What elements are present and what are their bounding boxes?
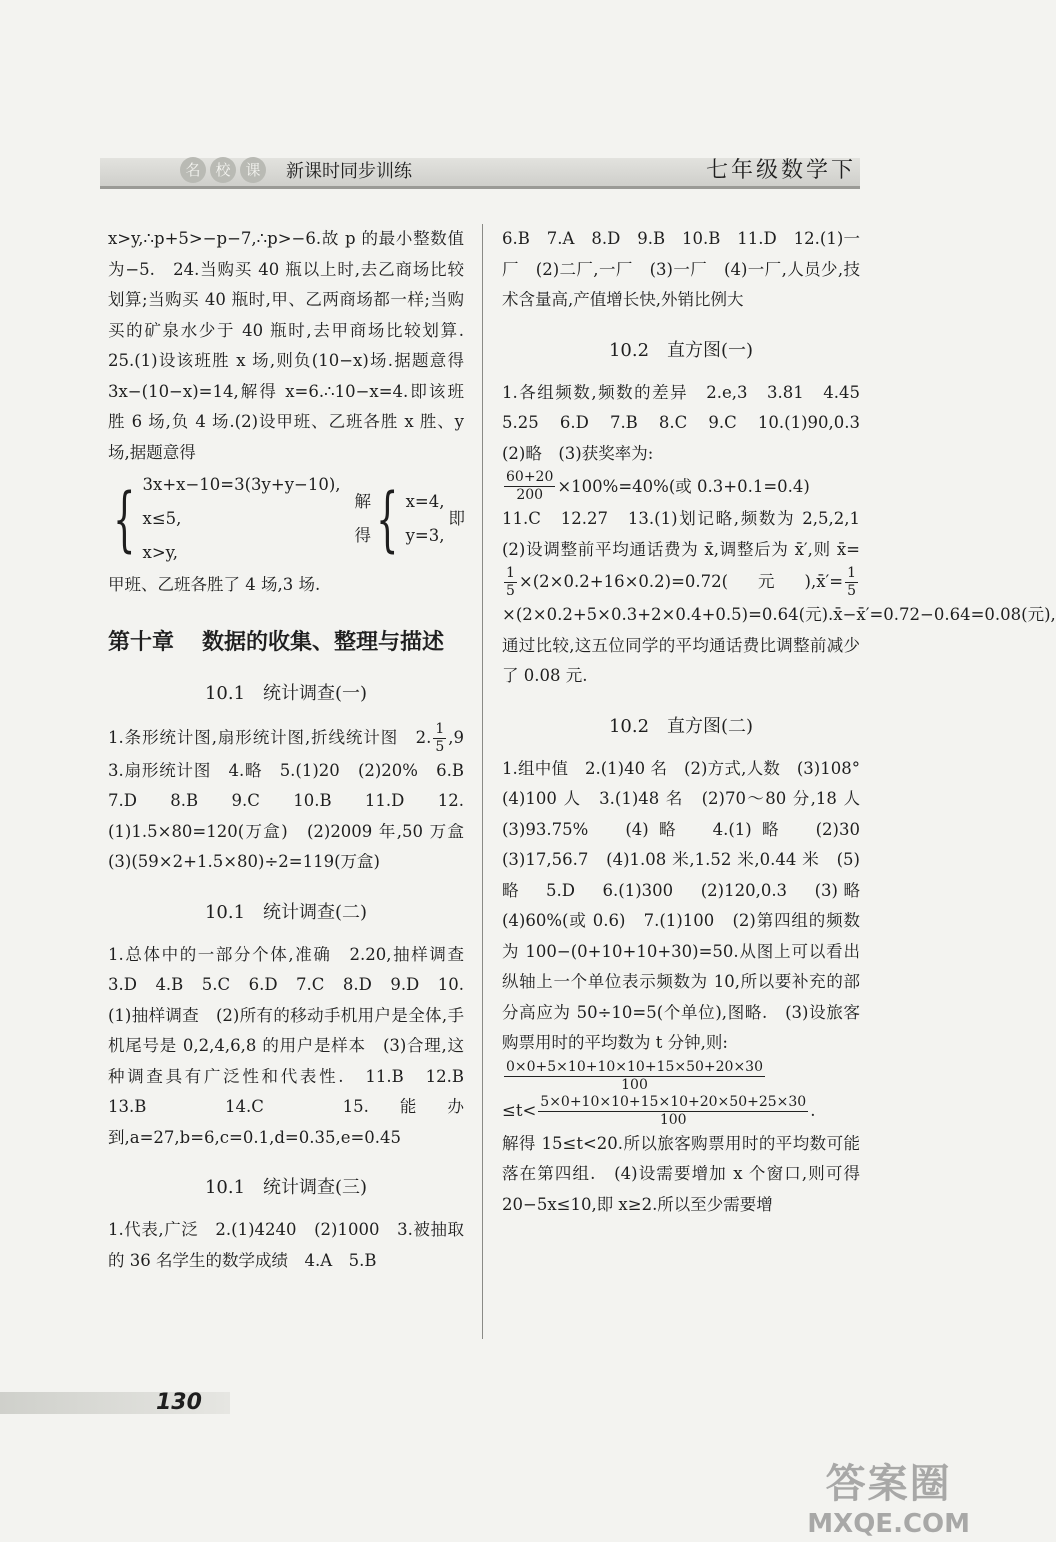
left-column	[108, 224, 481, 1276]
answers-10-2-a: 1.各组频数,频数的差异 2.e,3 3.81 4.45 5.25 6.D 7.B 8.C 9.C 10.(1)90,0.3 (2)略 (3)获奖率为:	[502, 382, 877, 463]
answers-10-2-b-cont: 解得 15≤t<20.所以旅客购票用时的平均数可能落在第四组. (4)设需要增加 x 个窗口,则可得 20−5x≤10,即 x≥2.所以至少需要增	[502, 1133, 860, 1214]
inequality-line-1	[502, 1059, 860, 1094]
system-eq-2: x≤5,	[142, 509, 182, 528]
watermark-cn: 答案圈	[825, 1461, 952, 1507]
equation-system	[108, 468, 464, 570]
fraction-numerator: 60+20	[506, 469, 554, 485]
series-logo	[180, 154, 266, 186]
logo-char-1: 名	[180, 157, 206, 183]
watermark-url: MXQE.COM	[807, 1509, 970, 1539]
section-title-10-1-b: 10.1 统计调查(二)	[204, 901, 368, 923]
award-rate-line	[502, 469, 860, 504]
fraction-denominator: 5	[506, 583, 515, 599]
logo-char-3: 课	[240, 157, 266, 183]
period: .	[810, 1101, 816, 1120]
system-eq-3: x>y,	[142, 543, 179, 562]
watermark	[807, 1452, 970, 1539]
page-number: 130	[156, 1390, 202, 1415]
fraction-denominator: 100	[659, 1111, 687, 1128]
fraction-numerator: 1	[435, 720, 445, 737]
right-column	[502, 224, 1056, 1220]
answers-10-2-b: 1.组中值 2.(1)40 名 (2)方式,人数 (3)108° (4)100 人 3.(1)48 名 (2)70～80 分,18 人 (3)93.75% (4)略 4.(1)略 (2)30 (3)17,56.7 (4)1.08 米,1.52 米,0.44 米 (5)略 5.D 6.(1)300 (2)120,0.3 (3)略 (4)60%(或 0.6) 7.(1)100 (2)第四组的频数为 100−(0+10+10+30)=50.从图上可以看出纵轴上一个单位表示频数为 10,所以要补充的部分高应为 50÷10=5(个单位),图略. (3)设旅客购票用时的平均数为 t 分钟,则:	[502, 758, 877, 1052]
answers-10-2-a-cont	[502, 504, 1056, 692]
fraction	[504, 565, 517, 600]
chapter-title: 数据的收集、整理与描述	[202, 629, 445, 655]
section-title-10-2-b: 10.2 直方图(二)	[608, 715, 754, 737]
result-x: x=4,	[405, 492, 445, 511]
series-title: 新课时同步训练	[286, 161, 412, 182]
section-title-10-2-a: 10.2 直方图(一)	[608, 339, 754, 361]
answers-10-1-b: 1.总体中的一部分个体,准确 2.20,抽样调查 3.D 4.B 5.C 6.D 7.C 8.D 9.D 10.(1)抽样调查 (2)所有的移动手机用户是全体,手机尾号是 0,2,4,6,8 的用户是样本 (3)合理,这种调查具有广泛性和代表性. 11.B 12.B 13.B 14.C 15.能办到,a=27,b=6,c=0.1,d=0.35,e=0.45	[108, 944, 481, 1147]
fraction-numerator: 1	[506, 565, 515, 581]
answers-text: 1.条形统计图,扇形统计图,折线统计图 2.	[108, 727, 432, 747]
section-title-10-1-a: 10.1 统计调查(一)	[204, 682, 368, 704]
fraction-denominator: 100	[621, 1076, 648, 1093]
fraction	[538, 1094, 808, 1129]
ji-text: 即	[448, 509, 465, 528]
answers-10-1-c-cont: 6.B 7.A 8.D 9.B 10.B 11.D 12.(1)一厂 (2)二厂,一厂 (3)一厂 (4)一厂,人员少,技术含量高,产值增长快,外销比例大	[502, 229, 860, 309]
answers-10-1-c: 1.代表,广泛 2.(1)4240 (2)1000 3.被抽取的 36 名学生的数学成绩 4.A 5.B	[108, 1220, 464, 1270]
fraction-denominator: 200	[516, 487, 544, 503]
answers-text: ×100%=40%(或 0.3+0.1=0.4)	[557, 476, 810, 496]
answers-text: ,9 3.扇形统计图 4.略 5.(1)20 (2)20% 6.B 7.D 8.B 9.C 10.B 11.D 12.(1)1.5×80=120(万盒) (2)2009 年,50 万盒 (3)(59×2+1.5×80)÷2=119(万盒)	[108, 727, 481, 871]
answers-text: 11.C 12.27 13.(1)划记略,频数为 2,5,2,1 (2)设调整前平均通话费为 x̄,调整后为 x̄′,则 x̄=	[502, 509, 877, 559]
fraction-numerator: 5×0+10×10+15×10+20×50+25×30	[540, 1093, 807, 1110]
answer-conclusion: 甲班、乙班各胜了 4 场,3 场.	[108, 575, 321, 594]
system-eq-1: 3x+x−10=3(3y+y−10),	[142, 475, 341, 494]
fraction	[845, 565, 858, 600]
result-brace: {	[376, 478, 399, 560]
chapter-number: 第十章	[108, 629, 175, 655]
answers-chapter9-end: x>y,∴p+5>−p−7,∴p>−6.故 p 的最小整数值为−5. 24.当购买 40 瓶以上时,去乙商场比较划算;当购买 40 瓶时,甲、乙两商场都一样;当购买的矿泉水少于 40 瓶时,去甲商场比较划算. 25.(1)设该班胜 x 场,则负(10−x)场.据题意得 3x−(10−x)=14,解得 x=6.∴10−x=4.即该班胜 6 场,负 4 场.(2)设甲班、乙班各胜 x 胜、y 场,据题意得	[108, 229, 481, 462]
result-y: y=3,	[405, 526, 445, 545]
inequality-line-2	[502, 1094, 860, 1129]
section-title-10-1-c: 10.1 统计调查(三)	[204, 1177, 368, 1198]
column-divider	[482, 224, 483, 1339]
fraction-denominator: 5	[847, 583, 856, 599]
left-brace: {	[113, 478, 136, 560]
book-grade-title: 七年级数学下	[705, 158, 856, 183]
chapter-heading	[108, 627, 464, 659]
fraction	[433, 721, 446, 756]
answers-text: ×(2×0.2+16×0.2)=0.72	[518, 572, 722, 591]
answers-text: ×(2×0.2+5×0.3+2×0.4+0.5)=0.64(元).x̄−x̄′=0.72−0.64=0.08(元),通过比较,这五位同学的平均通话费比调整前减少了 0.08 元.	[502, 605, 1056, 685]
fraction	[504, 1059, 765, 1094]
answers-text: (元),x̄′=	[721, 572, 844, 591]
fraction-numerator: 1	[847, 565, 856, 581]
fraction-denominator: 5	[435, 738, 445, 755]
inequality-sign: ≤t<	[502, 1101, 537, 1120]
solve-text: 解得	[354, 492, 372, 545]
fraction	[504, 469, 555, 504]
answers-10-1-a	[108, 720, 481, 878]
fraction-numerator: 0×0+5×10+10×10+15×50+20×30	[506, 1058, 763, 1075]
logo-char-2: 校	[210, 157, 236, 183]
